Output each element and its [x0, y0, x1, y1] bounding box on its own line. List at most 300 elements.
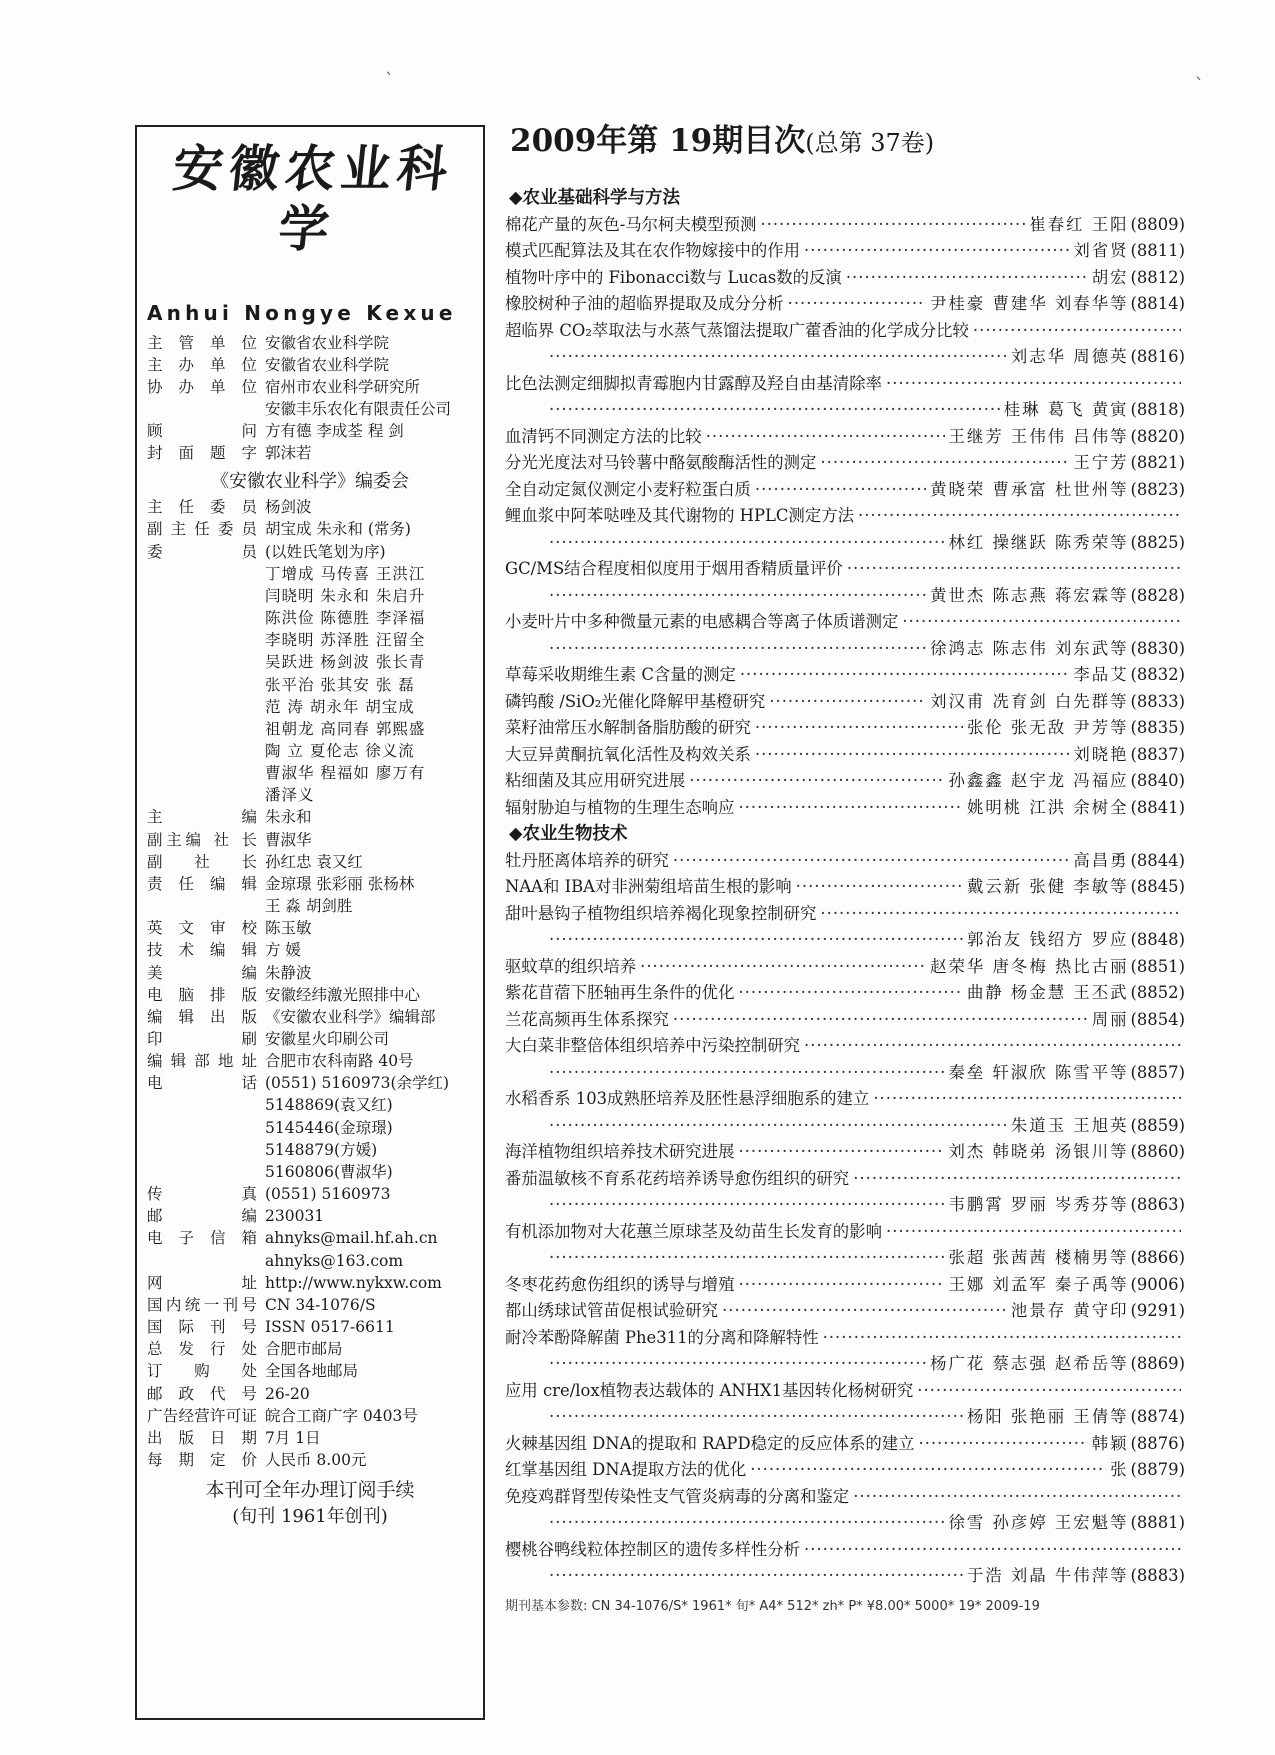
member-line: 潘泽义 [265, 786, 315, 805]
phone-label: 电 话 [147, 1074, 257, 1093]
toc-entry [505, 450, 1185, 477]
pub-value: 7月 1日 [265, 1428, 321, 1447]
committee-label: 副主任委员 [147, 520, 257, 539]
toc-entry [505, 636, 1185, 663]
toc-entry-page: (8869) [1130, 1354, 1185, 1373]
toc-entry-page: (8840) [1130, 771, 1185, 790]
toc-entry-authors: 林红 操继跃 陈秀荣等 [948, 532, 1129, 552]
toc-entry [505, 1510, 1185, 1537]
staff-label: 印 刷 [147, 1030, 257, 1049]
toc-entry [505, 1563, 1185, 1590]
staff-value: 王 淼 胡剑胜 [265, 897, 353, 916]
toc-entry [505, 609, 1185, 636]
toc-leader-dots [640, 954, 926, 981]
toc-entry-page: (8837) [1130, 744, 1185, 764]
toc-leader-dots [738, 980, 962, 1007]
toc-entry-authors: 王宁芳 [1073, 453, 1129, 472]
info-row [147, 376, 473, 398]
toc-leader-dots [858, 503, 1181, 530]
staff-row [147, 1006, 473, 1028]
toc-leader-dots [755, 742, 1069, 769]
toc-entry-title: 超临界 CO₂萃取法与水蒸气蒸馏法提取广藿香油的化学成分比较 [505, 320, 969, 340]
toc-entry-authors: 黄世杰 陈志燕 蒋宏霖等 [930, 585, 1129, 605]
toc-entry-authors: 曲静 杨金慧 王丕武 [966, 983, 1129, 1002]
toc-entry-authors: 桂琳 葛飞 黄寅 [1003, 400, 1129, 419]
staff-value: 方 媛 [265, 941, 301, 960]
toc-entry [505, 371, 1185, 398]
email-label: 电子信箱 [147, 1229, 257, 1248]
toc-entry-title: 模式匹配算法及其在农作物嫁接中的作用 [505, 241, 801, 260]
table-of-contents [505, 185, 1185, 1620]
info-value: 安徽丰乐农化有限责任公司 [265, 400, 452, 419]
member-line: 丁增成 马传喜 王洪江 [265, 564, 426, 583]
toc-entry-title: GC/MS结合程度相似度用于烟用香精质量评价 [505, 559, 843, 578]
email-address: ahnyks@163.com [265, 1251, 404, 1270]
toc-leader-dots [549, 1510, 945, 1537]
contact-value: 230031 [265, 1207, 325, 1226]
toc-leader-dots [673, 1007, 1088, 1034]
pub-label: 邮政代号 [147, 1384, 257, 1403]
toc-entry-title: 辐射胁迫与植物的生理生态响应 [505, 797, 735, 817]
toc-entry [505, 742, 1185, 769]
toc-entry-page: (8830) [1130, 638, 1185, 658]
toc-leader-dots [549, 1245, 945, 1272]
toc-entry-authors: 张 [1110, 1460, 1129, 1479]
staff-value: 陈玉敏 [265, 919, 312, 938]
toc-entry [505, 1113, 1185, 1140]
toc-entry-title: 火棘基因组 DNA的提取和 RAPD稳定的反应体系的建立 [505, 1433, 915, 1453]
toc-entry [505, 1457, 1185, 1484]
member-line: 吴跃进 杨剑波 张长青 [265, 653, 426, 672]
toc-entry-title: 大白菜非整倍体组织培养中污染控制研究 [505, 1036, 801, 1055]
info-row [147, 354, 473, 376]
toc-entry-page: (8816) [1130, 347, 1185, 366]
toc-entry-title: 有机添加物对大花蕙兰原球茎及幼苗生长发育的影响 [505, 1221, 882, 1241]
staff-value: 安徽经纬激光照排中心 [265, 985, 421, 1004]
toc-entry-page: (8825) [1130, 532, 1185, 552]
toc-leader-dots [804, 238, 1069, 265]
phone-values [265, 1072, 473, 1183]
toc-entry-title: 牡丹胚离体培养的研究 [505, 850, 669, 870]
info-label: 封面题字 [147, 444, 257, 463]
toc-entry-authors: 胡宏 [1091, 267, 1129, 287]
member-line: 祖朝龙 高同春 郭熙盛 [265, 719, 426, 738]
staff-row [147, 829, 473, 851]
toc-entry-title: 血清钙不同测定方法的比较 [505, 426, 702, 446]
toc-entry-authors: 于浩 刘晶 牛伟萍等 [966, 1566, 1129, 1585]
toc-entry-page: (8811) [1130, 241, 1185, 260]
info-row [147, 398, 473, 420]
toc-entry-page: (8848) [1130, 930, 1185, 949]
toc-entry-title: 樱桃谷鸭线粒体控制区的遗传多样性分析 [505, 1539, 801, 1559]
staff-value: 朱静波 [265, 963, 312, 982]
committee-row [147, 496, 473, 518]
toc-entry-authors: 姚明桃 江洪 余树全 [966, 797, 1129, 817]
staff-row [147, 806, 473, 828]
toc-entry [505, 1431, 1185, 1458]
toc-entry [505, 238, 1185, 265]
toc-entry-authors: 刘晓艳 [1073, 744, 1129, 764]
toc-entry [505, 212, 1185, 239]
toc-leader-dots [738, 1272, 944, 1299]
toc-entry-page: (8851) [1130, 956, 1185, 976]
phone-number: 5148879(方媛) [265, 1140, 378, 1159]
toc-entry [505, 1484, 1185, 1511]
toc-section-title: ◆农业生物技术 [509, 824, 628, 844]
toc-entry [505, 1325, 1185, 1352]
toc-entry-authors: 杨广花 蔡志强 赵希岳等 [930, 1354, 1129, 1373]
toc-entry-page: (8809) [1130, 214, 1185, 234]
toc-entry [505, 1192, 1185, 1219]
publication-rows [147, 1272, 473, 1471]
toc-leader-dots [820, 901, 1181, 928]
toc-leader-dots [738, 795, 962, 822]
contact-label: 传 真 [147, 1185, 257, 1204]
phone-row [147, 1072, 473, 1183]
toc-entry [505, 397, 1185, 424]
committee-value: 胡宝成 朱永和 (常务) [265, 520, 411, 539]
toc-leader-dots [689, 768, 944, 795]
toc-leader-dots [549, 1351, 926, 1378]
staff-label: 副主编 社 长 [147, 830, 257, 849]
pub-row [147, 1294, 473, 1316]
staff-label: 责任编辑 [147, 874, 257, 893]
journal-latin-title: Anhui Nongye Kexue [147, 301, 457, 325]
toc-leader-dots [549, 1060, 945, 1087]
scan-mark: ˋ [385, 70, 394, 91]
pub-row [147, 1405, 473, 1427]
toc-entry [505, 662, 1185, 689]
toc-entry-page: (9291) [1130, 1301, 1185, 1320]
toc-entry-title: 冬枣花药愈伤组织的诱导与增殖 [505, 1274, 735, 1294]
toc-entry-title: 分光光度法对马铃薯中酪氨酸酶活性的测定 [505, 453, 817, 472]
staff-value: 金琼璟 张彩丽 张杨林 [265, 874, 415, 893]
toc-entry [505, 1272, 1185, 1299]
staff-label: 美 编 [147, 963, 257, 982]
toc-entry [505, 1086, 1185, 1113]
toc-entry-title: 水稻香系 103成熟胚培养及胚性悬浮细胞系的建立 [505, 1089, 870, 1108]
toc-entry-title: 紫花苜蓿下胚轴再生条件的优化 [505, 983, 735, 1002]
scan-mark: ˋ [1195, 75, 1204, 96]
toc-leader-dots [673, 848, 1069, 875]
toc-entry-page: (8832) [1130, 665, 1185, 684]
journal-params: 期刊基本参数: CN 34-1076/S* 1961* 旬* A4* 512* zh* P* ¥8.00* 5000* 19* 2009-19 [505, 1598, 1040, 1614]
toc-entry-authors: 黄晓荣 曹承富 杜世州等 [930, 479, 1129, 499]
toc-header [510, 115, 934, 160]
toc-entry-title: 橡胶树种子油的超临界提取及成分分析 [505, 294, 784, 313]
toc-entry [505, 901, 1185, 928]
toc-entry-title: 粘细菌及其应用研究进展 [505, 771, 686, 790]
founding-note: (旬刊 1961年创刊) [232, 1506, 388, 1528]
toc-entry-authors: 徐鸿志 陈志伟 刘东武等 [930, 638, 1129, 658]
pub-label: 网 址 [147, 1273, 257, 1292]
toc-entry-title: 耐冷苯酚降解菌 Phe311的分离和降解特性 [505, 1327, 819, 1347]
pub-label: 出版日期 [147, 1428, 257, 1447]
toc-entry-authors: 孙鑫鑫 赵宇龙 冯福应 [948, 771, 1129, 790]
phone-number: 5148869(袁又红) [265, 1096, 393, 1115]
toc-leader-dots [902, 609, 1181, 636]
pub-value: 人民币 8.00元 [265, 1450, 367, 1469]
toc-leader-dots [738, 1139, 944, 1166]
toc-entry-title: 番茄温敏核不育系花药培养诱导愈伤组织的研究 [505, 1168, 850, 1188]
toc-entry-authors: 秦垒 轩淑欣 陈雪平等 [948, 1062, 1129, 1082]
toc-entry-page: (8818) [1130, 400, 1185, 419]
staff-value: 安徽星火印刷公司 [265, 1030, 390, 1049]
pub-label: 广告经营许可证 [147, 1406, 257, 1425]
staff-row [147, 1028, 473, 1050]
toc-entry-title: 草莓采收期维生素 C含量的测定 [505, 665, 736, 684]
toc-entry-authors: 王娜 刘孟军 秦子禹等 [948, 1274, 1129, 1294]
toc-entry-page: (9006) [1130, 1274, 1185, 1294]
toc-entry-authors: 杨阳 张艳丽 王倩等 [966, 1407, 1129, 1426]
toc-entry [505, 318, 1185, 345]
toc-entry-page: (8820) [1130, 426, 1185, 446]
toc-leader-dots [755, 715, 963, 742]
pub-label: 国内统一刊号 [147, 1295, 257, 1314]
toc-entry-title: 比色法测定细脚拟青霉胞内甘露醇及羟自由基清除率 [505, 373, 882, 393]
committee-value: 杨剑波 [265, 498, 312, 517]
toc-entry-page: (8876) [1130, 1433, 1185, 1453]
toc-entry-title: 鲤血浆中阿苯哒唑及其代谢物的 HPLC测定方法 [505, 506, 854, 525]
toc-entry [505, 768, 1185, 795]
staff-label: 编辑出版 [147, 1007, 257, 1026]
toc-entry [505, 1219, 1185, 1246]
toc-leader-dots [804, 1033, 1181, 1060]
toc-leader-dots [847, 556, 1181, 583]
committee-members [147, 563, 473, 807]
phone-number: 5145446(金琼璟) [265, 1118, 393, 1137]
toc-leader-dots [722, 1298, 1007, 1325]
toc-entry-authors: 戴云新 张健 李敏等 [966, 877, 1129, 896]
toc-entry [505, 583, 1185, 610]
toc-leader-dots [549, 530, 945, 557]
toc-entry-page: (8860) [1130, 1142, 1185, 1161]
toc-entry-page: (8854) [1130, 1009, 1185, 1029]
toc-entry-page: (8845) [1130, 877, 1185, 896]
toc-entry-title: 全自动定氮仪测定小麦籽粒蛋白质 [505, 479, 751, 499]
staff-row [147, 939, 473, 961]
toc-entry [505, 1351, 1185, 1378]
pub-row [147, 1338, 473, 1360]
phone-number: (0551) 5160973(余学红) [265, 1074, 450, 1093]
masthead-box [135, 125, 485, 1720]
pub-value: 全国各地邮局 [265, 1362, 359, 1381]
pub-value: 合肥市邮局 [265, 1340, 343, 1359]
email-row [147, 1227, 473, 1271]
toc-entry [505, 1245, 1185, 1272]
toc-entry [505, 530, 1185, 557]
toc-entry [505, 1404, 1185, 1431]
toc-entry-authors: 李品艾 [1073, 665, 1129, 684]
info-value: 方有德 李成荃 程 剑 [265, 422, 404, 441]
toc-leader-dots [820, 450, 1069, 477]
toc-entry-authors: 高昌勇 [1073, 850, 1129, 870]
toc-entry-authors: 王继芳 王伟伟 吕伟等 [948, 426, 1129, 446]
toc-entry [505, 477, 1185, 504]
staff-row [147, 873, 473, 895]
toc-entry-title: 植物叶序中的 Fibonacci数与 Lucas数的反演 [505, 267, 842, 287]
toc-entry-authors: 周丽 [1091, 1009, 1129, 1029]
toc-entry [505, 874, 1185, 901]
toc-entry-page: (8874) [1130, 1407, 1185, 1426]
toc-entry-page: (8883) [1130, 1566, 1185, 1585]
toc-entry [505, 954, 1185, 981]
toc-leader-dots [750, 1457, 1106, 1484]
toc-issue-title: 2009年第 19期目次 [510, 123, 806, 159]
toc-entry-page: (8881) [1130, 1513, 1185, 1532]
contact-rows [147, 1183, 473, 1227]
info-label: 顾 问 [147, 422, 257, 441]
pub-row [147, 1272, 473, 1294]
committee-label: 委 员 [147, 542, 257, 561]
toc-leader-dots [549, 583, 926, 610]
toc-entry-title: 棉花产量的灰色-马尔柯夫模型预测 [505, 214, 757, 234]
pub-row [147, 1360, 473, 1382]
committee-row [147, 541, 473, 563]
staff-label: 英文审校 [147, 919, 257, 938]
toc-leader-dots [917, 1378, 1181, 1405]
toc-entry-authors: 刘省贤 [1073, 241, 1129, 260]
toc-entry-page: (8823) [1130, 479, 1185, 499]
toc-leader-dots [549, 927, 963, 954]
toc-entry-authors: 张超 张茜茜 楼楠男等 [948, 1248, 1129, 1267]
toc-leader-dots [549, 397, 1000, 424]
committee-rows [147, 496, 473, 562]
toc-entry [505, 848, 1185, 875]
subscription-note: 本刊可全年办理订阅手续 [205, 1479, 415, 1502]
toc-entry [505, 556, 1185, 583]
info-value: 郭沫若 [265, 444, 312, 463]
info-value: 宿州市农业科学研究所 [265, 377, 421, 396]
pub-row [147, 1449, 473, 1471]
toc-entry-title: 菜籽油常压水解制备脂肪酸的研究 [505, 718, 751, 737]
info-value: 安徽省农业科学院 [265, 333, 390, 352]
toc-leader-dots [973, 318, 1181, 345]
member-line: 范 涛 胡永年 胡宝成 [265, 697, 415, 716]
toc-leader-dots [706, 424, 945, 451]
staff-row [147, 895, 473, 917]
pub-value: CN 34-1076/S [265, 1295, 376, 1314]
staff-row [147, 984, 473, 1006]
toc-entry-authors: 尹桂豪 曹建华 刘春华等 [930, 294, 1129, 313]
contact-row [147, 1205, 473, 1227]
staff-row [147, 962, 473, 984]
toc-entry-title: 免疫鸡群肾型传染性支气管炎病毒的分离和鉴定 [505, 1486, 850, 1506]
info-label: 主管单位 [147, 333, 257, 352]
toc-leader-dots [788, 291, 927, 318]
info-label: 主办单位 [147, 355, 257, 374]
toc-entry-authors: 韩颖 [1091, 1433, 1129, 1453]
toc-entry-page: (8844) [1130, 850, 1185, 870]
pub-value: 皖合工商广字 0403号 [265, 1406, 418, 1425]
staff-value: 曹淑华 [265, 830, 312, 849]
toc-entry [505, 424, 1185, 451]
toc-entry-authors: 刘志华 周德英 [1010, 347, 1129, 366]
info-label: 协办单位 [147, 377, 257, 396]
toc-entry-title: NAA和 IBA对非洲菊组培苗生根的影响 [505, 877, 792, 896]
email-address: ahnyks@mail.hf.ah.cn [265, 1229, 438, 1248]
toc-entry-page: (8852) [1130, 983, 1185, 1002]
toc-volume: (总第 37卷) [805, 129, 935, 157]
toc-entry-page: (8859) [1130, 1115, 1185, 1135]
contact-row [147, 1183, 473, 1205]
toc-entry-page: (8857) [1130, 1062, 1185, 1082]
info-value: 安徽省农业科学院 [265, 355, 390, 374]
pub-label: 总发行处 [147, 1340, 257, 1359]
member-line: 曹淑华 程福如 廖万有 [265, 764, 426, 783]
toc-leader-dots [740, 662, 1069, 689]
staff-label: 副 社 长 [147, 852, 257, 871]
committee-value: (以姓氏笔划为序) [265, 542, 386, 561]
toc-entry-page: (8841) [1130, 797, 1185, 817]
toc-entry-authors: 徐雪 孙彦婷 王宏魁等 [948, 1513, 1129, 1532]
toc-leader-dots [804, 1537, 1181, 1564]
toc-entry [505, 1537, 1185, 1564]
toc-leader-dots [549, 636, 926, 663]
member-line: 陶 立 夏伦志 徐义流 [265, 741, 415, 760]
toc-entry-page: (8812) [1130, 267, 1185, 287]
committee-label: 主任委员 [147, 498, 257, 517]
contact-value: (0551) 5160973 [265, 1185, 391, 1204]
toc-entry-title: 小麦叶片中多种微量元素的电感耦合等离子体质谱测定 [505, 612, 899, 631]
pub-label: 国际刊号 [147, 1318, 257, 1337]
toc-entry-authors: 郭治友 钱绍方 罗应 [966, 930, 1129, 949]
toc-entry [505, 1166, 1185, 1193]
staff-label: 编辑部地址 [147, 1052, 257, 1071]
toc-entry [505, 1139, 1185, 1166]
toc-entry-authors: 刘汉甫 冼育剑 白先群等 [930, 691, 1129, 711]
toc-entry-authors: 张伦 张无敌 尹芳等 [966, 718, 1129, 737]
toc-leader-dots [853, 1166, 1181, 1193]
staff-label: 主 编 [147, 808, 257, 827]
toc-leader-dots [549, 1404, 963, 1431]
toc-entry [505, 265, 1185, 292]
member-line: 李晓明 苏泽胜 汪留全 [265, 631, 426, 650]
toc-entry [505, 344, 1185, 371]
toc-entry-title: 大豆异黄酮抗氧化活性及构效关系 [505, 744, 751, 764]
toc-leader-dots [886, 371, 1181, 398]
toc-leader-dots [760, 212, 1025, 239]
committee-row [147, 518, 473, 540]
toc-entry-authors: 韦鹏霄 罗丽 岑秀芬等 [948, 1195, 1129, 1214]
toc-entry-title: 红掌基因组 DNA提取方法的优化 [505, 1460, 747, 1479]
toc-entry-authors: 崔春红 王阳 [1029, 214, 1129, 234]
toc-entry-title: 都山绣球试管苗促根试验研究 [505, 1301, 719, 1320]
toc-entry-authors: 池景存 黄守印 [1010, 1301, 1129, 1320]
toc-leader-dots [549, 1113, 1007, 1140]
staff-value: 《安徽农业科学》编辑部 [265, 1007, 436, 1026]
toc-entry-authors: 刘杰 韩晓弟 汤银川等 [948, 1142, 1129, 1161]
info-row [147, 332, 473, 354]
toc-leader-dots [796, 874, 963, 901]
staff-row [147, 917, 473, 939]
member-line: 闫晓明 朱永和 朱启升 [265, 586, 426, 605]
toc-leader-dots [549, 344, 1007, 371]
info-rows [147, 332, 473, 465]
toc-leader-dots [846, 265, 1088, 292]
info-row [147, 442, 473, 464]
pub-label: 每期定价 [147, 1450, 257, 1469]
toc-entry [505, 503, 1185, 530]
toc-entry [505, 715, 1185, 742]
toc-entry [505, 1060, 1185, 1087]
toc-leader-dots [769, 689, 926, 716]
toc-entry [505, 1007, 1185, 1034]
toc-leader-dots [549, 1192, 945, 1219]
toc-entry [505, 795, 1185, 822]
member-line: 陈洪俭 陈德胜 李泽福 [265, 609, 426, 628]
toc-entry-page: (8879) [1130, 1460, 1185, 1479]
